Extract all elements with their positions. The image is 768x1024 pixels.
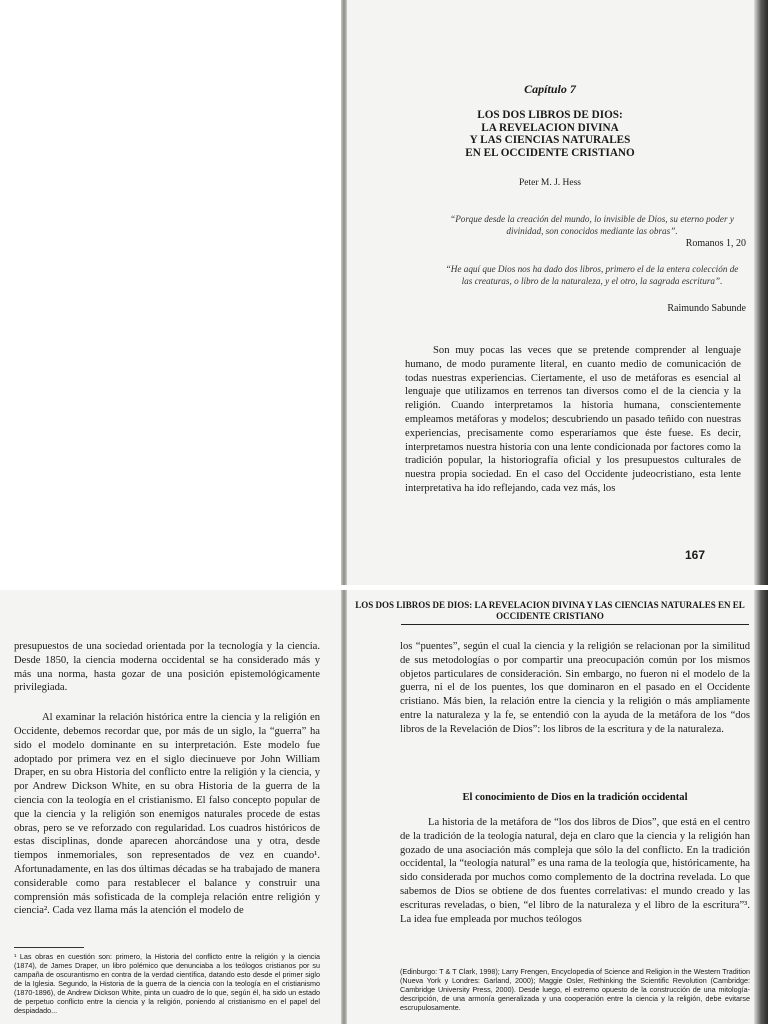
footnote-rule	[14, 947, 84, 948]
epigraph-2-source: Raimundo Sabunde	[667, 303, 746, 314]
body-text-169-bottom	[400, 816, 750, 926]
footnote-1: ¹ Las obras en cuestión son: primero, la Historia del conflicto entre la religión y la ciencia (1874), de James Draper, un libro polémico que denunciaba a los teólogos cristianos por su campaña de oscurantismo en contra de la verdad científica, datando esto desde el primer siglo de la Iglesia. Segundo, la Historia de la guerra de la ciencia con la teología en el cristianismo (1870-1896), de Andrew Dickson White, pinta un cuadro de lo que, según él, ha sido un estado de perpetuo conflicto entre la ciencia y la religión, poniendo al cristianismo en el papel del despiadado...	[14, 952, 320, 1015]
chapter-number: Capítulo 7	[524, 82, 576, 96]
chapter-title-line-3: Y LAS CIENCIAS NATURALES	[469, 134, 631, 146]
section-heading: El conocimiento de Dios en la tradición occidental	[462, 792, 688, 803]
page-edge-shadow-top	[754, 0, 768, 585]
page-edge-shadow-bottom	[754, 590, 768, 1024]
body-text-169-top	[400, 640, 750, 737]
running-head: LOS DOS LIBROS DE DIOS: LA REVELACION DIVINA Y LAS CIENCIAS NATURALES EN EL OCCIDENTE CRISTIANO	[355, 600, 745, 621]
running-head-rule	[401, 624, 749, 625]
chapter-title-line-2: LA REVELACION DIVINA	[481, 121, 619, 134]
chapter-author: Peter M. J. Hess	[518, 178, 581, 188]
footnote-continued: (Edinburgo: T & T Clark, 1998); Larry Frengen, Encyclopedia of Science and Religion in the Western Tradition (Nueva York y Londres: Garland, 2000); Maggie Osler, Rethinking the Scientific Revolution (Cambridge: Cambridge University Press, 2000). Desde luego, el extremo opuesto de la construcción de una mitología-descripción, de una armonía generalizada y una cooperación entre la ciencia y la religión, debe evitarse escrupulosamente.	[400, 967, 750, 1012]
book-gutter-top	[341, 0, 347, 585]
paragraph-167: Son muy pocas las veces que se pretende comprender al lenguaje humano, de modo puramente literal, en cuanto medio de comunicación de todas nuestras experiencias. Ciertamente, el uso de metáforas es esencial al lenguaje que utilizamos en terrenos tan diversos como el de la ciencia y la religión. Cuando interpretamos la historia humana, conscientemente empleamos metáforas y modelos; descubriendo un pasado teñido con nuestras experiencias, precisamente como esperaríamos que éste fuese. Es decir, interpretamos nuestra historia con una lente condicionada por factores como la tradición popular, la historiografía oficial y los presupuestos culturales de nuestra propia sociedad. En el caso del Occidente judeocristiano, esta lente interpretativa ha ido reflejando, cada vez más, los	[405, 345, 741, 494]
chapter-title-line-4: EN EL OCCIDENTE CRISTIANO	[465, 146, 635, 159]
chapter-title-line-1: LOS DOS LIBROS DE DIOS:	[477, 109, 623, 121]
epigraph-1: “Porque desde la creación del mundo, lo invisible de Dios, su eterno poder y divinidad, son conocidos mediante las obras”.	[450, 214, 734, 236]
page-number: 167	[685, 548, 706, 562]
epigraph-2: “He aquí que Dios nos ha dado dos libros, primero el de la entera colección de las creaturas, o libro de la naturaleza, y el otro, la sagrada escritura”.	[445, 264, 739, 286]
paragraph-168-1: presupuestos de una sociedad orientada por la tecnología y la ciencia. Desde 1850, la ciencia moderna occidental se ha considerado más y más una norma, hasta gozar de una posición epistemológicamente privilegiada.	[14, 641, 320, 694]
blank-page-top-left	[0, 0, 345, 585]
chapter-title	[345, 109, 755, 159]
scan-separator	[0, 585, 768, 590]
paragraph-169-2: La historia de la metáfora de “los dos libros de Dios”, que está en el centro de la tradición de la teología natural, deja en claro que la ciencia y la religión han gozado de una asociación más compleja que sólo la del conflicto. En la tradición occidental, la “teología natural” es una rama de la teología que, históricamente, ha sido considerada por muchos como complemento de la doctrina revelada. Lo que sabemos de Dios se obtiene de dos fuentes correlativas: el mundo creado y las escrituras reveladas, o bien, “el libro de la naturaleza y el libro de la escritura”³. La idea fue empleada por muchos teólogos	[400, 817, 750, 925]
paragraph-168-2: Al examinar la relación histórica entre la ciencia y la religión en Occidente, debemos recordar que, por más de un siglo, la “guerra” ha sido el modelo dominante en su interpretación. Este modelo fue adoptado por primera vez en el siglo diecinueve por John William Draper, en su obra Historia del conflicto entre la religión y la ciencia, y por Andrew Dickson White, en su obra Historia de la guerra de la ciencia con la teología en el cristianismo. El falso concepto popular de que la ciencia y la religión son enemigos naturales procede de estas obras, pero se ve reforzado con regularidad. Los cuadros históricos de estas disciplinas, donde aparecen ahorcándose una y otra, desde tiempos inmemoriales, son representados de vez en cuando¹. Afortunadamente, en las dos últimas décadas se ha trabajado de manera considerable como para restablecer el balance y construir una comprensión más sofisticada de la compleja relación entre religión y ciencia². Cada vez llama más la atención el modelo de	[14, 712, 320, 917]
page-169	[345, 590, 768, 1024]
epigraph-1-source: Romanos 1, 20	[685, 238, 746, 249]
body-text-167	[405, 344, 741, 496]
page-168	[0, 590, 345, 1024]
body-text-168	[14, 640, 320, 918]
page-167	[345, 0, 768, 585]
book-gutter-bottom	[341, 590, 347, 1024]
paragraph-169-1: los “puentes”, según el cual la ciencia y la religión se relacionan por la similitud de sus metodologías o por compartir una preocupación común por los mismos objetos particulares de consideración. Sin embargo, no fueron ni el modelo de la guerra, ni el de los puentes, los que dominaron en el pasado en el Occidente cristiano. Más bien, la relación entre la ciencia y la religión o más ampliamente entre la naturaleza y la fe, se entendió con la ayuda de la metáfora de los “dos libros de la Revelación de Dios”: los libros de la escritura y de la naturaleza.	[400, 641, 750, 735]
